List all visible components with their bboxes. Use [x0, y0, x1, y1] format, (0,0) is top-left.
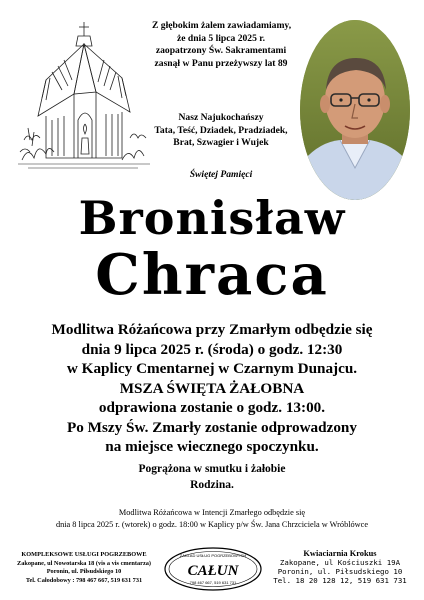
notice-line: MSZA ŚWIĘTA ŻAŁOBNA	[119, 379, 305, 397]
funeral-home-address: Zakopane, ul Nowotarska 18 (vis a vis cmentarza)	[17, 559, 151, 567]
last-name: Chraca	[95, 242, 329, 308]
shrine-illustration	[18, 20, 150, 170]
funeral-home-address-2: Poronin, ul. Piłsudskiego 10	[46, 568, 122, 576]
intro-line: że dnia 5 lipca 2025 r.	[176, 32, 266, 44]
notice-line: dnia 9 lipca 2025 r. (środa) o godz. 12:30	[81, 340, 343, 358]
family-line: Brat, Szwagier i Wujek	[173, 137, 269, 149]
notice-line: w Kaplicy Cmentarnej w Czarnym Dunajcu.	[66, 360, 358, 377]
funeral-home-phone: Tel. Całodobowy : 798 467 667, 519 631 731	[25, 576, 143, 584]
family-line: Tata, Teść, Dziadek, Pradziadek,	[154, 124, 288, 136]
funeral-notice	[0, 320, 424, 457]
intro-line: zaopatrzony Św. Sakramentami	[155, 45, 287, 57]
family-line: Nasz Najukochańszy	[178, 112, 264, 123]
mourning-line: Pogrążona w smutku i żałobie	[138, 463, 286, 475]
florist-address-2: Poronin, ul. Piłsudskiego 10	[277, 567, 403, 576]
calun-logo	[163, 546, 263, 592]
intro-line: zasnął w Panu przeżywszy lat 89	[154, 57, 288, 69]
extra-line: Modlitwa Różańcowa w Intencji Zmarłego odbędzie się	[118, 508, 306, 517]
florist-name: Kwiaciarnia Krokus	[303, 549, 377, 558]
notice-line: Modlitwa Różańcowa przy Zmarłym odbędzie się	[51, 321, 373, 338]
family-relations	[152, 112, 290, 150]
mourning-line: Rodzina.	[190, 478, 234, 491]
in-memory-label: Świętej Pamięci	[189, 169, 253, 180]
logo-top-text: ZAKŁAD USŁUG POGRZEBOWYCH	[179, 553, 247, 558]
logo-main-text: CAŁUN	[187, 563, 239, 579]
deceased-portrait	[300, 20, 410, 200]
extra-line: dnia 8 lipca 2025 r. (wtorek) o godz. 18:00 w Kaplicy p/w Św. Jana Chrzciciela w Wróblówce	[55, 520, 369, 529]
logo-bottom-text: 798 467 667, 519 631 731	[189, 580, 237, 585]
first-name: Bronisław	[78, 191, 346, 245]
notice-line: Po Mszy Św. Zmarły zostanie odprowadzony	[67, 418, 357, 436]
notice-line: na miejsce wiecznego spoczynku.	[105, 438, 319, 455]
intro-line: Z głębokim żalem zawiadamiamy,	[152, 20, 292, 31]
announcement-intro	[152, 20, 290, 70]
florist-address: Zakopane, ul Kościuszki 19A	[279, 558, 401, 567]
florist-info	[262, 549, 418, 585]
rosary-prayer-info	[0, 507, 424, 531]
mourning-signature	[0, 462, 424, 493]
notice-line: odprawiona zostanie o godz. 13:00.	[98, 399, 326, 416]
funeral-home-name: KOMPLEKSOWE USŁUGI POGRZEBOWE	[21, 551, 147, 558]
florist-phone: Tel. 18 20 128 12, 519 631 731	[273, 576, 407, 585]
funeral-home-info	[8, 551, 160, 585]
